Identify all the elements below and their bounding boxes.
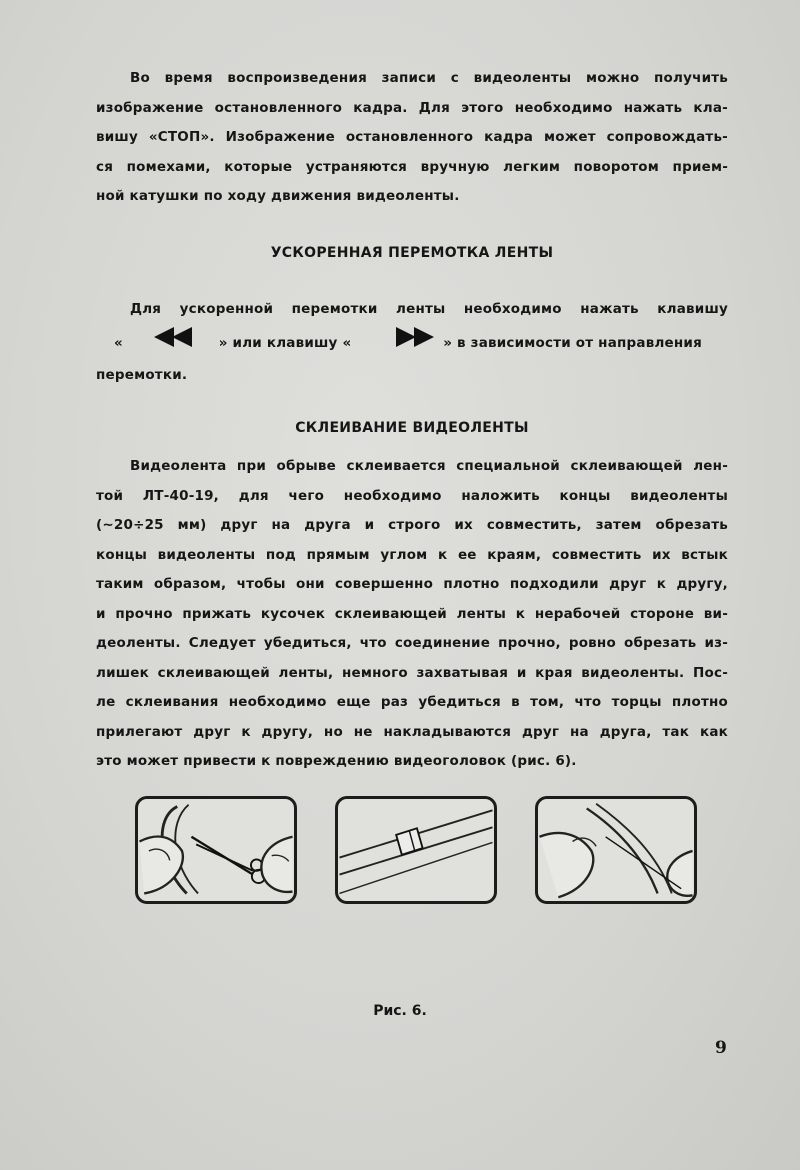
pressing-splice-illustration (535, 796, 697, 904)
text-line: Для ускоренной перемотки ленты необходимо нажать клавишу (130, 301, 728, 317)
heading-splicing: СКЛЕИВАНИЕ ВИДЕОЛЕНТЫ (295, 420, 529, 436)
text-line: Видеолента при обрыве склеивается специальной склеивающей лен- (130, 458, 728, 474)
figure-caption: Рис. 6. (373, 1003, 427, 1019)
fast-forward-icon (394, 325, 434, 361)
paragraph-splicing (96, 452, 728, 777)
text-line: той ЛТ-40-19, для чего необходимо наложить концы видеоленты (96, 487, 728, 504)
open-quote: « (114, 334, 123, 351)
spliced-tape-illustration (335, 796, 497, 904)
page-number: 9 (715, 1038, 727, 1058)
text-line: таким образом, чтобы они совершенно плотно подходили друг к другу, (96, 576, 728, 592)
text-line: деоленты. Следует убедиться, что соединение прочно, ровно обрезать из- (96, 635, 728, 651)
text-line: ной катушки по ходу движения видеоленты. (96, 188, 460, 204)
rewind-icon (154, 325, 194, 361)
text-fragment: » или клавишу « (218, 334, 352, 351)
text-line: изображение остановленного кадра. Для этого необходимо нажать кла- (96, 99, 728, 116)
text-line: ся помехами, которые устраняются вручную легким поворотом прием- (96, 158, 728, 175)
text-line: концы видеоленты под прямым углом к ее краям, совместить их встык (96, 546, 728, 563)
text-line: это может привести к повреждению видеоголовок (рис. 6). (96, 753, 577, 769)
text-line: перемотки. (96, 366, 188, 383)
text-line: лишек склеивающей ленты, немного захватывая и края видеоленты. Пос- (96, 664, 728, 681)
paragraph-freeze-frame (96, 64, 728, 212)
heading-fast-rewind: УСКОРЕННАЯ ПЕРЕМОТКА ЛЕНТЫ (270, 245, 554, 261)
paragraph-fast-rewind (96, 295, 728, 390)
text-fragment: » в зависимости от направления (443, 334, 702, 351)
text-line: и прочно прижать кусочек склеивающей ленты к нерабочей стороне ви- (96, 605, 728, 622)
text-line-with-icons (96, 325, 728, 361)
text-line: вишу «СТОП». Изображение остановленного кадра может сопровождать- (96, 129, 728, 145)
scissors-cutting-tape-illustration (135, 796, 297, 904)
text-line: ле склеивания необходимо еще раз убедиться в том, что торцы плотно (96, 694, 728, 710)
text-line: Во время воспроизведения записи с видеоленты можно получить (130, 70, 728, 86)
text-line: прилегают друг к другу, но не накладываются друг на друга, так как (96, 723, 728, 740)
text-line: (∼20÷25 мм) друг на друга и строго их совместить, затем обрезать (96, 517, 728, 533)
